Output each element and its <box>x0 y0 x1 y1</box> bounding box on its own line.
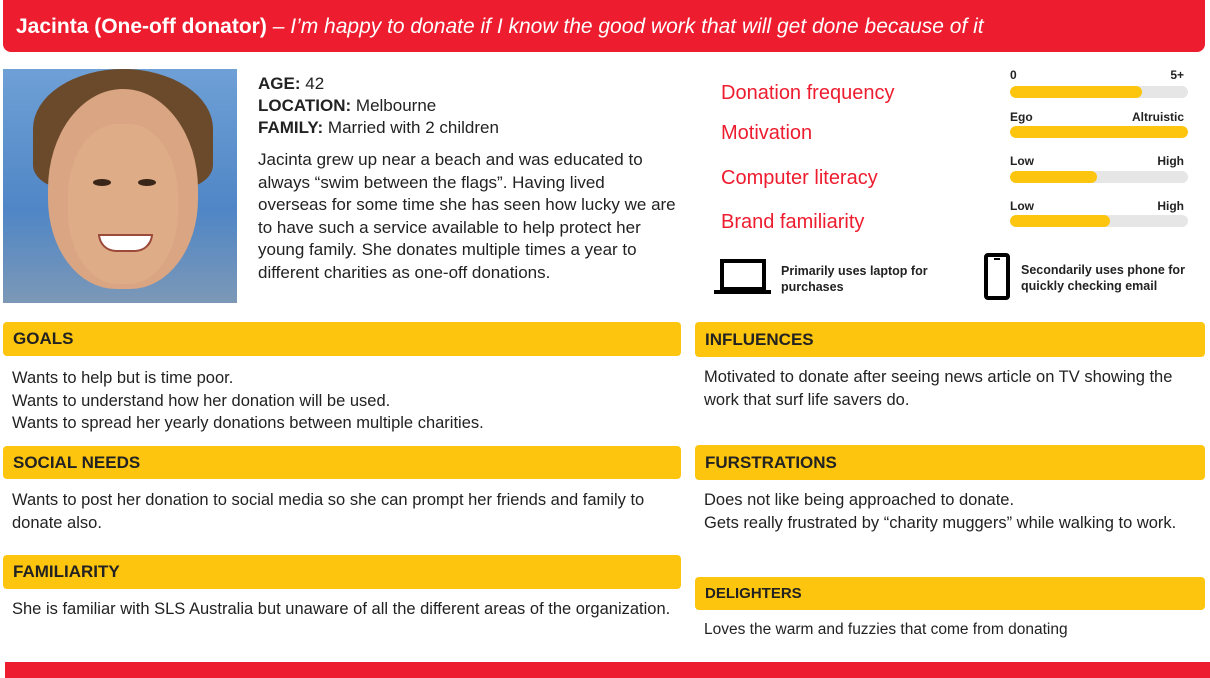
delighters-text: Loves the warm and fuzzies that come from donating <box>704 621 1068 638</box>
persona-photo <box>3 69 237 303</box>
attr-label: Donation frequency <box>721 82 895 104</box>
goal-item: Wants to understand how her donation will be used. <box>12 391 391 410</box>
location-value: Melbourne <box>355 96 437 115</box>
goals-list <box>12 367 677 435</box>
frustration-item: Does not like being approached to donate. <box>704 491 1015 509</box>
influences-header: INFLUENCES <box>695 322 1205 357</box>
scale-labels <box>1010 110 1188 124</box>
goal-item: Wants to help but is time poor. <box>12 369 234 387</box>
persona-bio: Jacinta grew up near a beach and was educated to always “swim between the flags”. Having lived overseas for some time she has seen how lucky we are to have such a service available to help protect her young family. She donates multiple times a year to different charities as one-off donations. <box>258 150 676 282</box>
scale-labels <box>1010 199 1188 213</box>
secondary-device-text: Secondarily uses phone for quickly checking email <box>1021 263 1185 293</box>
location-label: LOCATION: <box>258 96 352 115</box>
familiarity-text: She is familiar with SLS Australia but unaware of all the different areas of the organization. <box>12 600 671 618</box>
persona-info <box>258 73 499 139</box>
scale-min: Low <box>1010 154 1034 168</box>
attr-bar <box>1010 126 1188 138</box>
scale-min: Ego <box>1010 110 1033 124</box>
attr-bar-fill <box>1010 126 1188 138</box>
scale-labels <box>1010 154 1188 168</box>
social-needs-text: Wants to post her donation to social media so she can prompt her friends and family to donate also. <box>12 491 645 532</box>
attr-label: Brand familiarity <box>721 211 865 233</box>
familiarity-header: FAMILIARITY <box>3 555 681 589</box>
attr-bar <box>1010 215 1188 227</box>
age-label: AGE: <box>258 74 301 93</box>
scale-max: High <box>1157 154 1184 168</box>
phone-icon <box>984 253 1012 301</box>
delighters-header: DELIGHTERS <box>695 577 1205 610</box>
goals-header: GOALS <box>3 322 681 356</box>
scale-min: 0 <box>1010 68 1017 82</box>
scale-max: High <box>1157 199 1184 213</box>
frustrations-list <box>704 489 1204 534</box>
persona-quote: – I’m happy to donate if I know the good work that will get done because of it <box>272 15 984 38</box>
attr-bar-fill <box>1010 86 1142 98</box>
family-label: FAMILY: <box>258 118 324 137</box>
attr-bar <box>1010 171 1188 183</box>
persona-name: Jacinta (One-off donator) <box>16 15 267 38</box>
family-value: Married with 2 children <box>327 118 499 137</box>
attr-label: Computer literacy <box>721 167 878 189</box>
age-value: 42 <box>305 74 325 93</box>
attr-bar-fill <box>1010 171 1097 183</box>
attr-bar-fill <box>1010 215 1110 227</box>
goal-item: Wants to spread her yearly donations between multiple charities. <box>12 414 484 432</box>
scale-max: Altruistic <box>1131 110 1184 124</box>
influences-text: Motivated to donate after seeing news article on TV showing the work that surf life savers do. <box>704 368 1173 409</box>
primary-device-text: Primarily uses laptop for purchases <box>781 264 928 294</box>
attr-label: Motivation <box>721 122 813 144</box>
frustrations-header: FURSTRATIONS <box>695 445 1205 480</box>
scale-max: 5+ <box>1170 68 1184 82</box>
social-needs-header: SOCIAL NEEDS <box>3 446 681 479</box>
persona-title-bar <box>3 0 1205 52</box>
footer-bar <box>5 662 1210 678</box>
attr-bar <box>1010 86 1188 98</box>
scale-labels <box>1010 68 1188 82</box>
frustration-item: Gets really frustrated by “charity muggers” while walking to work. <box>704 513 1177 532</box>
laptop-icon <box>713 259 773 297</box>
scale-min: Low <box>1010 199 1034 213</box>
